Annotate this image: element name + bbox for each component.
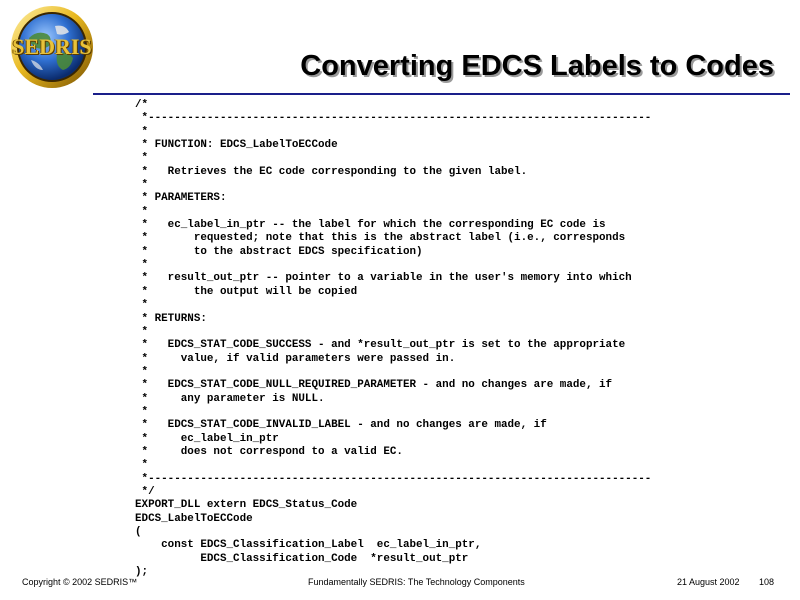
code-line: EXPORT_DLL extern EDCS_Status_Code [135, 499, 358, 512]
code-line: * [135, 299, 149, 312]
footer-date: 21 August 2002 [677, 577, 740, 587]
code-line: ); [135, 566, 149, 579]
code-line: *----------------------------------------------------------------------------- [135, 472, 652, 485]
footer-copyright: Copyright © 2002 SEDRIS™ [22, 577, 138, 587]
code-line: /* [135, 99, 149, 111]
code-line: * Retrieves the EC code corresponding to the given label. [135, 165, 528, 178]
code-line: * [135, 152, 149, 165]
code-line: * requested; note that this is the abstract label (i.e., corresponds [135, 232, 626, 245]
code-line: * any parameter is NULL. [135, 392, 325, 405]
title-divider [93, 93, 790, 95]
code-listing [135, 99, 651, 579]
code-line: EDCS_LabelToECCode [135, 512, 253, 525]
code-line: * RETURNS: [135, 312, 207, 325]
slide-title: Converting EDCS Labels to Codes [300, 50, 774, 82]
code-line: * the output will be copied [135, 285, 358, 298]
code-line: ( [135, 526, 142, 538]
code-line: * does not correspond to a valid EC. [135, 445, 403, 458]
code-line: * EDCS_STAT_CODE_NULL_REQUIRED_PARAMETER - and no changes are made, if [135, 379, 613, 392]
code-line: * [135, 459, 149, 472]
code-line: const EDCS_Classification_Label ec_label_in_ptr, [135, 539, 482, 552]
footer-course-title: Fundamentally SEDRIS: The Technology Components [308, 577, 525, 587]
sedris-logo [7, 4, 97, 90]
code-line: * to the abstract EDCS specification) [135, 245, 423, 258]
code-line: * FUNCTION: EDCS_LabelToECCode [135, 139, 338, 152]
code-line: * result_out_ptr -- pointer to a variable in the user's memory into which [135, 272, 632, 285]
logo-text: SEDRIS [12, 34, 92, 59]
code-line: * [135, 125, 149, 138]
code-line: * [135, 205, 149, 218]
code-line: * [135, 259, 149, 272]
code-line: * [135, 405, 149, 418]
code-line: * ec_label_in_ptr -- the label for which the corresponding EC code is [135, 219, 606, 232]
code-line: EDCS_Classification_Code *result_out_ptr [135, 552, 469, 565]
code-line: */ [135, 485, 155, 498]
code-line: * [135, 365, 149, 378]
footer-page-number: 108 [759, 577, 775, 587]
code-line: * EDCS_STAT_CODE_INVALID_LABEL - and no changes are made, if [135, 419, 547, 432]
code-line: * ec_label_in_ptr [135, 432, 279, 445]
code-line: * PARAMETERS: [135, 192, 227, 205]
code-line: * EDCS_STAT_CODE_SUCCESS - and *result_out_ptr is set to the appropriate [135, 339, 626, 352]
code-line: * [135, 179, 149, 192]
code-line: * value, if valid parameters were passed in. [135, 352, 456, 365]
code-line: * [135, 325, 149, 338]
code-line: *----------------------------------------------------------------------------- [135, 112, 652, 125]
